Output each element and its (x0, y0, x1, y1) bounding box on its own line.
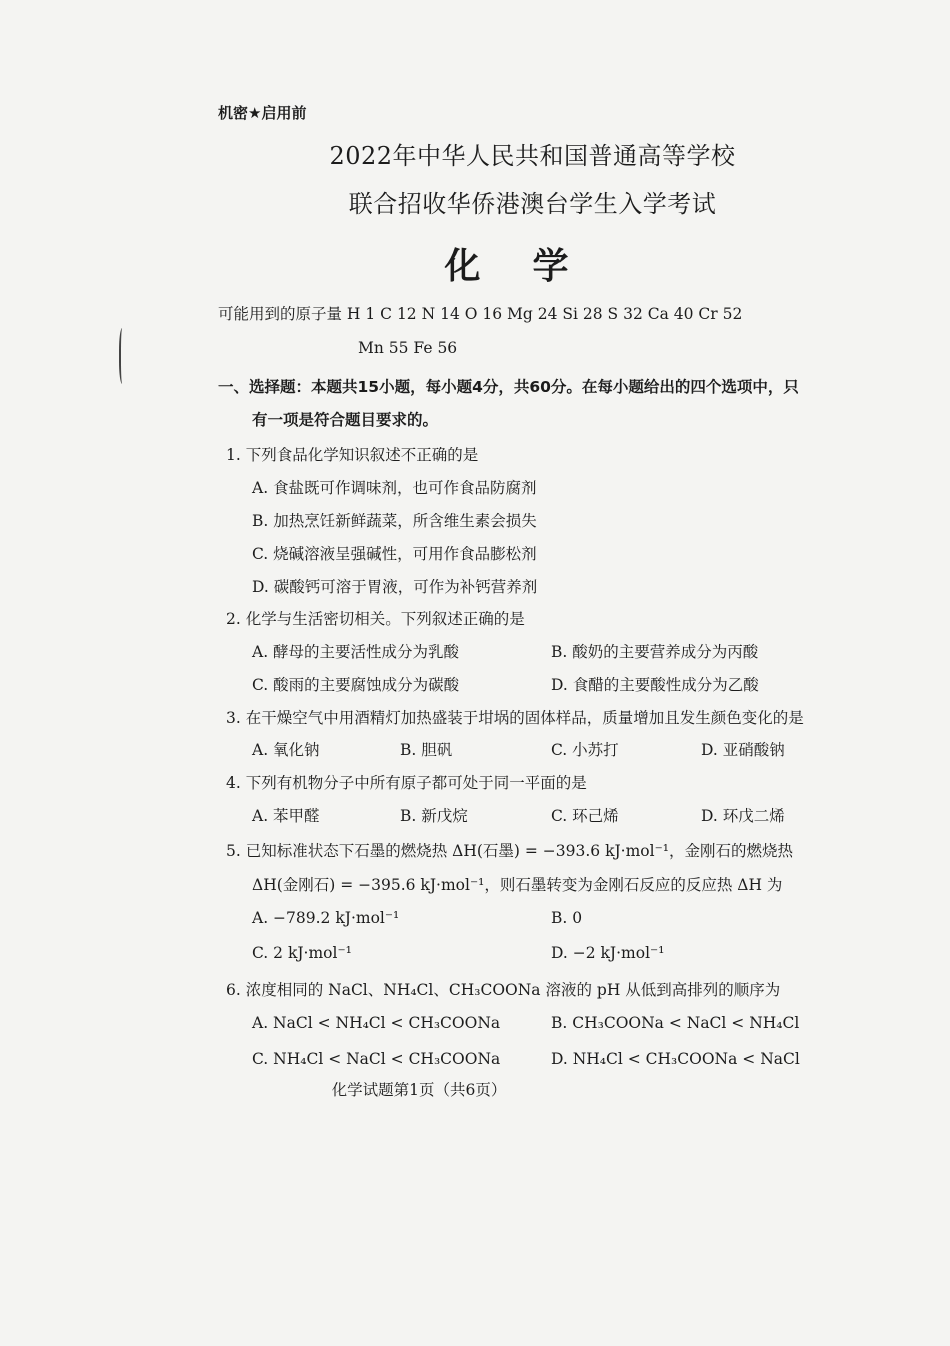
page-footer: 化学试题第1页（共6页） (331, 1081, 507, 1099)
question-6-option-a: A. NaCl < NH₄Cl < CH₃COONa (252, 1014, 501, 1032)
question-3-option-b: B. 胆矾 (400, 741, 453, 759)
question-3-option-c: C. 小苏打 (551, 741, 619, 759)
question-1-option-d: D. 碳酸钙可溶于胃液，可作为补钙营养剂 (252, 578, 538, 596)
question-1-option-b: B. 加热烹饪新鲜蔬菜，所含维生素会损失 (252, 512, 537, 530)
question-1-option-a: A. 食盐既可作调味剂，也可作食品防腐剂 (252, 479, 537, 497)
question-1-stem: 1. 下列食品化学知识叙述不正确的是 (226, 446, 479, 464)
question-4-option-d: D. 环戊二烯 (701, 807, 785, 825)
question-4-option-a: A. 苯甲醛 (252, 807, 320, 825)
question-5-stem-line1: 5. 已知标准状态下石墨的燃烧热 ΔH(石墨) = −393.6 kJ·mol⁻¹，金刚石的燃烧热 (226, 842, 793, 860)
question-6-option-b: B. CH₃COONa < NaCl < NH₄Cl (551, 1014, 800, 1032)
exam-title-line2: 联合招收华侨港澳台学生入学考试 (348, 190, 717, 218)
question-5-option-d: D. −2 kJ·mol⁻¹ (551, 944, 665, 962)
question-4-option-c: C. 环己烯 (551, 807, 619, 825)
question-3-stem: 3. 在干燥空气中用酒精灯加热盛装于坩埚的固体样品，质量增加且发生颜色变化的是 (226, 709, 804, 727)
question-6-stem: 6. 浓度相同的 NaCl、NH₄Cl、CH₃COONa 溶液的 pH 从低到高排列的顺序为 (226, 981, 781, 999)
section-heading-line2: 有一项是符合题目要求的。 (252, 411, 439, 429)
question-3-option-a: A. 氧化钠 (252, 741, 320, 759)
exam-title-line1: 2022年中华人民共和国普通高等学校 (329, 142, 736, 170)
question-5-option-a: A. −789.2 kJ·mol⁻¹ (252, 909, 400, 927)
scan-artifact-mark (119, 328, 127, 384)
question-6-option-c: C. NH₄Cl < NaCl < CH₃COONa (252, 1050, 501, 1068)
atomic-masses-line2: Mn 55 Fe 56 (358, 339, 458, 357)
question-5-option-c: C. 2 kJ·mol⁻¹ (252, 944, 352, 962)
question-2-option-b: B. 酸奶的主要营养成分为丙酸 (551, 643, 759, 661)
question-2-option-d: D. 食醋的主要酸性成分为乙酸 (551, 676, 759, 694)
question-2-stem: 2. 化学与生活密切相关。下列叙述正确的是 (226, 610, 525, 628)
question-3-option-d: D. 亚硝酸钠 (701, 741, 785, 759)
question-5-stem-line2: ΔH(金刚石) = −395.6 kJ·mol⁻¹，则石墨转变为金刚石反应的反应热 ΔH 为 (252, 876, 783, 894)
question-5-option-b: B. 0 (551, 909, 583, 927)
question-2-option-c: C. 酸雨的主要腐蚀成分为碳酸 (252, 676, 460, 694)
atomic-masses-line1: 可能用到的原子量 H 1 C 12 N 14 O 16 Mg 24 Si 28 S 32 Ca 40 Cr 52 (218, 305, 743, 323)
question-4-stem: 4. 下列有机物分子中所有原子都可处于同一平面的是 (226, 774, 587, 792)
subject-title: 化学 (444, 245, 621, 287)
question-6-option-d: D. NH₄Cl < CH₃COONa < NaCl (551, 1050, 800, 1068)
question-2-option-a: A. 酵母的主要活性成分为乳酸 (252, 643, 460, 661)
question-1-option-c: C. 烧碱溶液呈强碱性，可用作食品膨松剂 (252, 545, 537, 563)
section-heading-line1: 一、选择题：本题共15小题，每小题4分，共60分。在每小题给出的四个选项中，只 (218, 378, 799, 396)
confidential-mark: 机密★启用前 (218, 104, 307, 122)
question-4-option-b: B. 新戊烷 (400, 807, 468, 825)
